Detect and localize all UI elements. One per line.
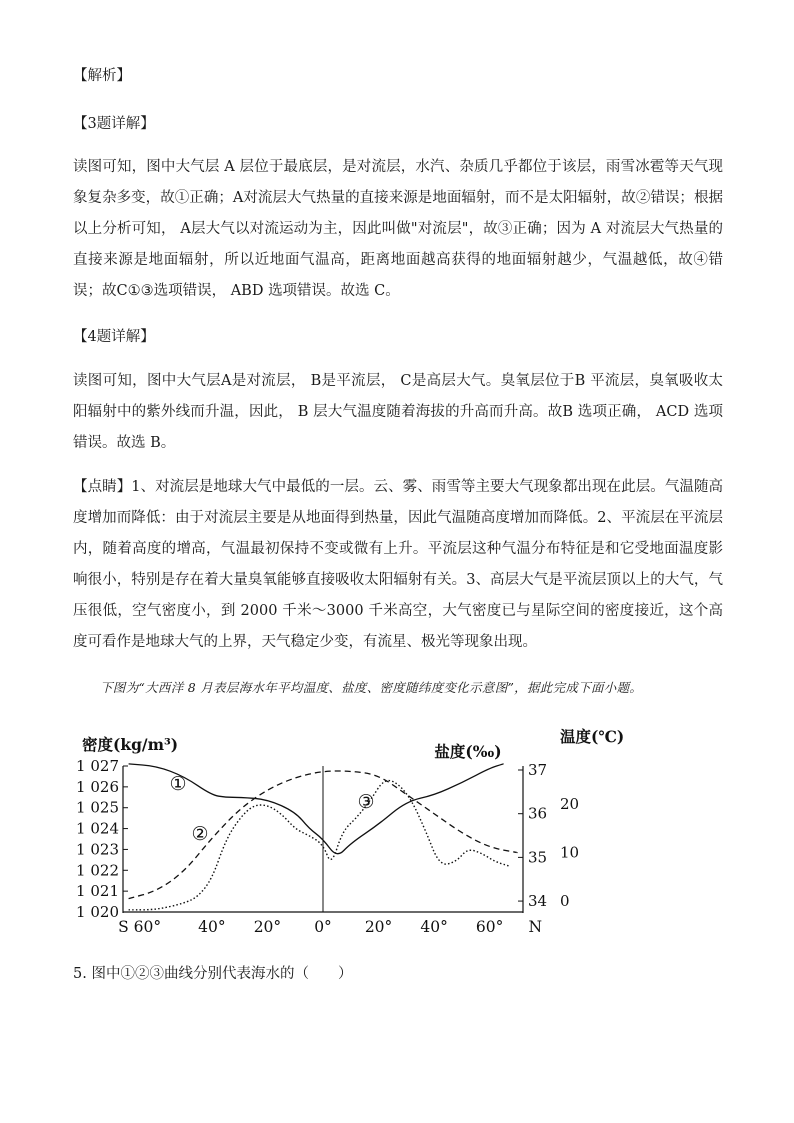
temperature-axis-label: 温度(℃)	[560, 727, 625, 746]
salinity-tick-label: 36	[528, 804, 548, 823]
density-tick-label: 1 027	[76, 757, 119, 775]
temperature-tick-label: 10	[560, 843, 580, 862]
q4-header: 【4题详解】	[73, 329, 155, 345]
atlantic-chart	[68, 722, 628, 942]
figure-caption: 下图为“大西洋 8 月表层海水年平均温度、盐度、密度随纬度变化示意图”，据此完成下面小题。	[100, 680, 643, 695]
temperature-tick-label: 20	[560, 794, 580, 813]
x-tick-label: 20°	[253, 918, 282, 936]
density-tick-label: 1 024	[76, 819, 119, 838]
density-axis-label: 密度(kg/m³)	[82, 735, 179, 754]
x-tick-label: 0°	[314, 918, 332, 936]
salinity-tick-label: 37	[528, 761, 548, 779]
curve-label: ②	[191, 823, 209, 845]
x-tick-label: 40°	[198, 918, 226, 936]
x-tick-label: 60°	[475, 918, 504, 936]
curve-label: ①	[169, 773, 187, 795]
salinity-tick-label: 35	[528, 848, 548, 867]
density-tick-label: 1 021	[76, 882, 119, 901]
note-text: 1、对流层是地球大气中最低的一层。云、雾、雨雪等主要大气现象都出现在此层。气温随高度增加而降低：由于对流层主要是从地面得到热量，因此气温随高度增加而降低。2、平流层在平流层内，随着高度的增高，气温最初保持不变或微有上升。平流层这种气温分布特征是和它受地面温度影响很小，特别是存在着大量臭氧能够直接吸收太阳辐射有关。3、高层大气是平流层顶以上的大气，气压很低，空气密度小，到 2000 千米～3000 千米高空，大气密度已与星际空间的密度接近，这个高度可看作是地球大气的上界，天气稳定少变，有流星、极光等现象出现。	[73, 479, 724, 650]
series-line-③	[129, 781, 510, 910]
density-tick-label: 1 022	[76, 861, 119, 880]
salinity-axis-label: 盐度(‰)	[434, 742, 502, 761]
density-tick-label: 1 020	[76, 903, 119, 921]
density-tick-label: 1 023	[76, 840, 119, 859]
note-paragraph	[73, 472, 723, 658]
q3-header: 【3题详解】	[73, 116, 155, 132]
x-tick-label: N	[528, 918, 543, 936]
analysis-header: 【解析】	[73, 68, 131, 84]
temperature-tick-label: 0	[560, 892, 570, 910]
salinity-tick-label: 34	[528, 892, 548, 911]
curve-label: ③	[357, 791, 375, 813]
x-tick-label: 20°	[364, 918, 393, 936]
note-label: 【点睛】	[73, 479, 132, 495]
x-tick-label: 40°	[420, 918, 448, 936]
q3-explanation: 读图可知，图中大气层 A 层位于最底层，是对流层，水汽、杂质几乎都位于该层，雨雪冰雹等天气现象复杂多变，故①正确；A对流层大气热量的直接来源是地面辐射，而不是太阳辐射，故②错误；根据以上分析可知， A层大气以对流运动为主，因此叫做"对流层"，故③正确；因为 A 对流层大气热量的直接来源是地面辐射，所以近地面气温高，距离地面越高获得的地面辐射越少，气温越低，故④错误；故C①③选项错误， ABD 选项错误。故选 C。	[73, 159, 723, 299]
q4-explanation: 读图可知，图中大气层A是对流层， B是平流层， C是高层大气。臭氧层位于B 平流层，臭氧吸收太阳辐射中的紫外线而升温，因此， B 层大气温度随着海拔的升高而升高。故B 选项正确， ACD 选项错误。故选 B。	[73, 373, 723, 451]
x-tick-label: S 60°	[118, 918, 162, 936]
density-tick-label: 1 025	[76, 798, 119, 817]
question-5: 5. 图中①②③曲线分别代表海水的（ ）	[73, 966, 353, 982]
density-tick-label: 1 026	[76, 777, 119, 796]
